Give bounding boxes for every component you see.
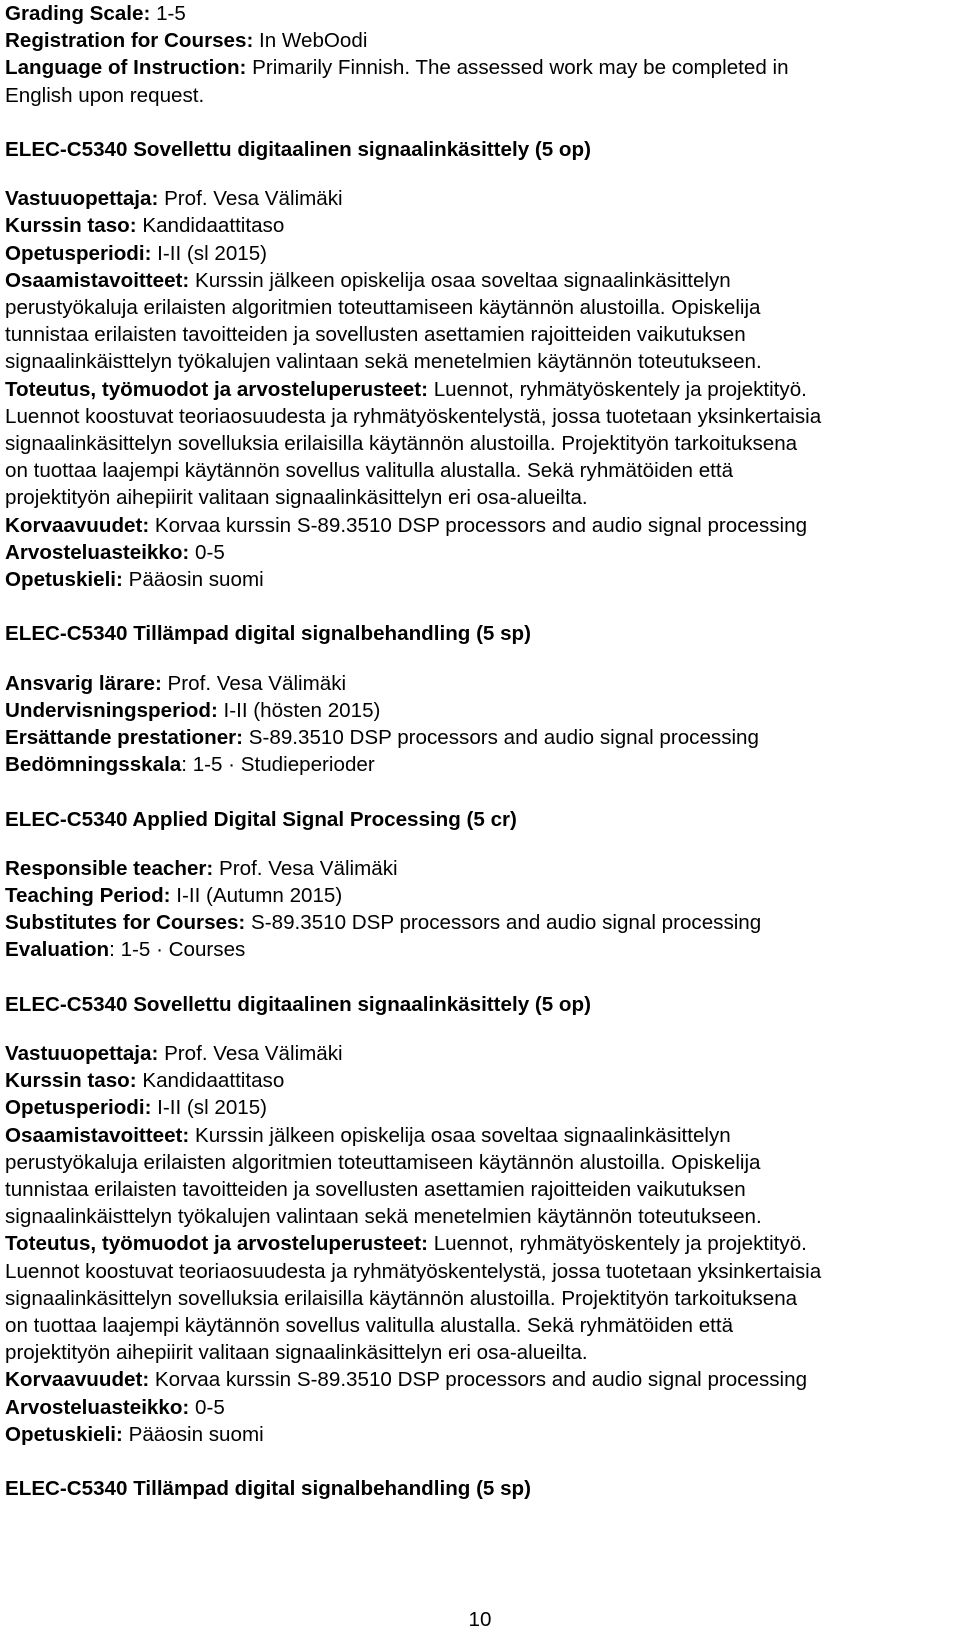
field-label: Kurssin taso: [5,214,137,238]
field-label: Ersättande prestationer: [5,726,244,750]
field-label: Opetuskieli: [5,1422,123,1446]
section-line [5,457,955,484]
field-label: Teaching Period: [5,884,171,908]
field-label: Undervisningsperiod: [5,698,218,722]
field-text: 0-5 [189,540,225,564]
field-language [5,54,955,81]
field-label: Responsible teacher: [5,856,214,880]
section-line [5,670,955,697]
section-line [5,882,955,909]
field-text: on tuottaa laajempi käytännön sovellus valitulla alustalla. Sekä ryhmätöiden että [5,459,734,483]
field-text: Luennot koostuvat teoriaosuudesta ja ryhmätyöskentelystä, jossa tuotetaan yksinkertaisia [5,1259,822,1283]
section-spacer [5,1448,955,1475]
field-text: Prof. Vesa Välimäki [158,1042,343,1066]
section-line [5,376,955,403]
field-grading-scale [5,0,955,27]
section-line [5,936,955,963]
field-label: Registration for Courses: [5,29,254,53]
field-label: Korvaavuudet: [5,513,150,537]
course-section [5,1475,955,1502]
section-heading: ELEC-C5340 Tillämpad digital signalbehandling (5 sp) [5,1477,531,1501]
section-heading: ELEC-C5340 Applied Digital Signal Processing (5 cr) [5,807,517,831]
field-text: Korvaa kurssin S-89.3510 DSP processors and audio signal processing [149,1368,808,1392]
page-number: 10 [468,1608,492,1631]
field-value: 1-5 [150,2,186,25]
field-label: Vastuuopettaja: [5,1042,159,1066]
course-section [5,136,955,593]
field-text: Pääosin suomi [122,568,264,592]
section-line [5,1094,955,1121]
section-heading: ELEC-C5340 Sovellettu digitaalinen signaalinkäsittely (5 op) [5,138,591,161]
heading-spacer [5,163,955,185]
field-text: S-89.3510 DSP processors and audio signal processing [243,726,759,750]
section-line [5,1339,955,1366]
heading-spacer [5,833,955,855]
field-text: Luennot, ryhmätyöskentely ja projektityö. [427,1232,807,1256]
section-line [5,751,955,778]
field-label: Toteutus, työmuodot ja arvosteluperusteet: [5,1232,428,1256]
field-text: on tuottaa laajempi käytännön sovellus valitulla alustalla. Sekä ryhmätöiden että [5,1314,734,1338]
section-line [5,697,955,724]
section-line [5,539,955,566]
field-text: signaalinkäsittelyn sovelluksia erilaisilla käytännön alustoilla. Projektityön tarkoituksena [5,432,798,456]
field-text: I-II (sl 2015) [151,1096,268,1120]
heading-spacer [5,648,955,670]
field-text: Kandidaattitaso [136,1069,285,1093]
field-label: Arvosteluasteikko: [5,1395,190,1419]
field-label: Language of Instruction: [5,56,247,80]
section-spacer [5,109,955,136]
section-line [5,1366,955,1393]
section-line [5,484,955,511]
field-label: Vastuuopettaja: [5,187,159,211]
course-section [5,620,955,778]
field-continuation: English upon request. [5,83,205,107]
field-text: Kandidaattitaso [136,214,285,238]
section-line [5,1394,955,1421]
top-fields [5,0,955,109]
section-spacer [5,964,955,991]
field-label: Opetusperiodi: [5,1096,152,1120]
field-label: Kurssin taso: [5,1069,137,1093]
section-line [5,724,955,751]
field-text: Kurssin jälkeen opiskelija osaa soveltaa signaalinkäsittelyn [189,1123,731,1147]
field-label: Osaamistavoitteet: [5,1123,190,1147]
field-label: Bedömningsskala [5,753,182,777]
field-label: Evaluation [5,938,110,962]
field-text: 0-5 [189,1395,225,1419]
field-text: Luennot koostuvat teoriaosuudesta ja ryhmätyöskentelystä, jossa tuotetaan yksinkertaisia [5,404,822,428]
course-section [5,806,955,964]
field-text: Prof. Vesa Välimäki [158,187,343,211]
field-text: I-II (sl 2015) [151,241,268,265]
course-sections [5,109,955,1503]
field-label: Toteutus, työmuodot ja arvosteluperusteet: [5,377,428,401]
section-line [5,1230,955,1257]
section-line [5,1176,955,1203]
field-text: : 1-5 · Courses [109,938,246,962]
field-label: Korvaavuudet: [5,1368,150,1392]
field-label: Substitutes for Courses: [5,911,246,935]
field-text: projektityön aihepiirit valitaan signaalinkäsittelyn eri osa-alueilta. [5,1341,588,1365]
section-line [5,212,955,239]
section-line [5,909,955,936]
section-line [5,1149,955,1176]
field-registration [5,27,955,54]
section-heading: ELEC-C5340 Sovellettu digitaalinen signaalinkäsittely (5 op) [5,992,591,1016]
field-label: Ansvarig lärare: [5,671,162,695]
section-line [5,403,955,430]
section-line [5,1122,955,1149]
field-text: projektityön aihepiirit valitaan signaalinkäsittelyn eri osa-alueilta. [5,486,588,510]
field-label: Osaamistavoitteet: [5,268,190,292]
field-value: In WebOodi [253,29,368,53]
field-text: Prof. Vesa Välimäki [161,671,347,695]
field-text: Prof. Vesa Välimäki [213,856,398,880]
field-text: S-89.3510 DSP processors and audio signal processing [245,911,762,935]
section-line [5,566,955,593]
section-line [5,1040,955,1067]
field-text: Luennot, ryhmätyöskentely ja projektityö. [427,377,807,401]
field-text: Pääosin suomi [122,1422,264,1446]
section-line [5,240,955,267]
section-line [5,294,955,321]
section-spacer [5,778,955,805]
field-text: I-II (Autumn 2015) [170,884,343,908]
field-text: perustyökaluja erilaisten algoritmien toteuttamiseen käytännön alustoilla. Opiskelija [5,296,761,320]
section-spacer [5,593,955,620]
section-line [5,348,955,375]
section-line [5,1421,955,1448]
field-text: Korvaa kurssin S-89.3510 DSP processors and audio signal processing [149,513,808,537]
document-page [5,0,955,1502]
section-line [5,1258,955,1285]
field-text: signaalinkäsittelyn sovelluksia erilaisilla käytännön alustoilla. Projektityön tarkoituksena [5,1286,798,1310]
section-line [5,1285,955,1312]
section-line [5,267,955,294]
field-text: tunnistaa erilaisten tavoitteiden ja sovellusten asettamien rajoitteiden vaikutuksen [5,1178,746,1202]
section-line [5,1203,955,1230]
section-line [5,430,955,457]
section-line [5,512,955,539]
section-line [5,1067,955,1094]
field-label: Opetusperiodi: [5,241,152,265]
course-section [5,991,955,1448]
field-text: : 1-5 · Studieperioder [181,753,375,777]
section-heading: ELEC-C5340 Tillämpad digital signalbehandling (5 sp) [5,622,531,646]
field-text: tunnistaa erilaisten tavoitteiden ja sovellusten asettamien rajoitteiden vaikutuksen [5,323,746,347]
section-line [5,321,955,348]
field-value: Primarily Finnish. The assessed work may be completed in [246,56,789,80]
heading-spacer [5,1018,955,1040]
field-text: signaalinkäisttelyn työkalujen valintaan sekä menetelmien käytännön toteutukseen. [5,1205,762,1229]
field-label: Grading Scale: [5,2,151,25]
field-text: I-II (hösten 2015) [217,698,381,722]
section-line [5,855,955,882]
field-label: Arvosteluasteikko: [5,540,190,564]
field-text: Kurssin jälkeen opiskelija osaa soveltaa signaalinkäsittelyn [189,268,731,292]
field-text: perustyökaluja erilaisten algoritmien toteuttamiseen käytännön alustoilla. Opiskelija [5,1150,761,1174]
section-line [5,1312,955,1339]
section-line [5,185,955,212]
field-text: signaalinkäisttelyn työkalujen valintaan sekä menetelmien käytännön toteutukseen. [5,350,762,374]
field-label: Opetuskieli: [5,568,123,592]
